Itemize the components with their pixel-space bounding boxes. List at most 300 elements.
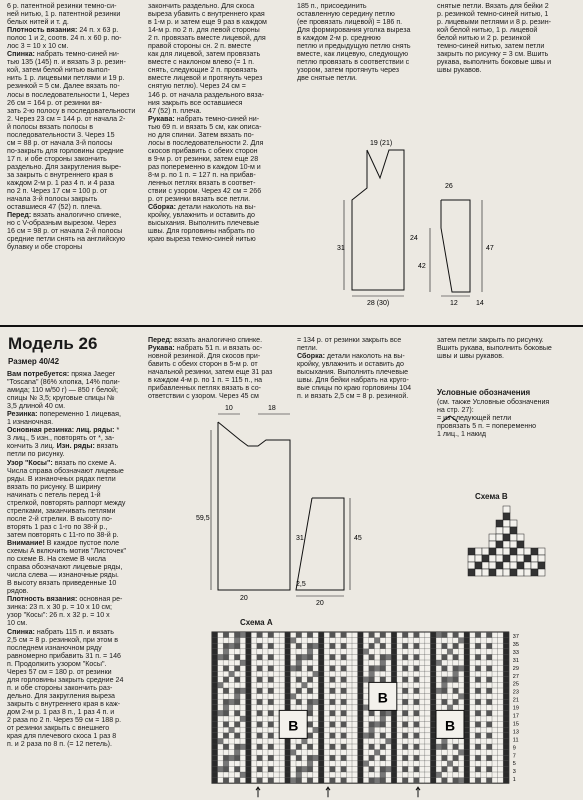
scheme-a-cell xyxy=(475,733,481,739)
scheme-b-cell xyxy=(524,562,531,569)
scheme-b-cell xyxy=(489,562,496,569)
text-line: = 134 р. от резинки закрыть все xyxy=(297,336,402,344)
scheme-a-cell xyxy=(464,744,470,750)
scheme-a-cell xyxy=(285,688,291,694)
scheme-a-cell xyxy=(475,722,481,728)
text-line: дом 2-м р. 1 раз 8 п., 1 раз 4 п. и xyxy=(7,707,115,716)
up-arrow-icon xyxy=(256,787,260,797)
scheme-b-cell xyxy=(524,569,531,576)
scheme-a-cell xyxy=(296,677,302,683)
text-line: начала 3-й полосы закрыть xyxy=(7,195,98,204)
scheme-a-cell xyxy=(358,761,364,767)
scheme-a-cell xyxy=(402,755,408,761)
scheme-a-cell xyxy=(503,710,509,716)
scheme-a-cell xyxy=(330,744,336,750)
scheme-a-cell xyxy=(212,705,218,711)
scheme-b-cell xyxy=(510,569,517,576)
scheme-a-cell xyxy=(296,778,302,784)
text-line: высыхания. Выполнить плечевые xyxy=(148,219,260,228)
scheme-b-cell xyxy=(510,562,517,569)
scheme-a-cell xyxy=(229,671,235,677)
scheme-a-cell xyxy=(464,694,470,700)
scheme-a-cell xyxy=(436,688,442,694)
scheme-a-row-label: 1 xyxy=(512,777,516,784)
scheme-a-cell xyxy=(285,694,291,700)
scheme-b-title: Схема В xyxy=(475,492,508,501)
scheme-a-cell xyxy=(369,671,375,677)
scheme-a-cell xyxy=(430,750,436,756)
text-line: швы рукавов. xyxy=(437,66,482,75)
scheme-a-cell xyxy=(234,778,240,784)
scheme-a-cell xyxy=(307,733,313,739)
text-line: кончить 3 лиц. Изн. ряды: вязать xyxy=(7,442,119,451)
scheme-a-cell xyxy=(296,766,302,772)
scheme-a-cell xyxy=(453,755,459,761)
scheme-a-cell xyxy=(223,643,229,649)
scheme-a-cell xyxy=(296,632,302,638)
scheme-a-cell xyxy=(391,738,397,744)
scheme-a-cell xyxy=(330,688,336,694)
scheme-a-cell xyxy=(246,638,252,644)
scheme-a-cell xyxy=(464,750,470,756)
scheme-a-cell xyxy=(223,649,229,655)
scheme-a-cell xyxy=(223,755,229,761)
scheme-a-cell xyxy=(503,755,509,761)
scheme-b-cell xyxy=(482,569,489,576)
scheme-b-cell xyxy=(496,527,503,534)
scheme-a-row-label: 13 xyxy=(512,729,519,736)
scheme-a-cell xyxy=(212,727,218,733)
scheme-a-cell xyxy=(358,666,364,672)
scheme-a-cell xyxy=(212,643,218,649)
scheme-a-cell xyxy=(402,654,408,660)
scheme-a-cell xyxy=(341,766,347,772)
text-line: швы. Для бейки набрать на круго- xyxy=(297,376,409,385)
scheme-a-cell xyxy=(464,666,470,672)
scheme-a-cell xyxy=(212,778,218,784)
scheme-a-cell xyxy=(486,722,492,728)
scheme-a-cell xyxy=(212,755,218,761)
text-line: п. Продолжить узором "Косы". xyxy=(7,659,107,668)
text-line: от резинки закрыть с внешнего xyxy=(7,724,110,733)
scheme-a-cell xyxy=(391,671,397,677)
scheme-b-cell xyxy=(517,562,524,569)
scheme-a-cell xyxy=(358,660,364,666)
scheme-a-cell xyxy=(313,671,319,677)
scheme-a-cell xyxy=(363,761,369,767)
scheme-a-cell xyxy=(369,710,375,716)
scheme-a-cell xyxy=(285,772,291,778)
scheme-a-cell xyxy=(414,666,420,672)
scheme-b-cell xyxy=(517,541,524,548)
scheme-a-cell xyxy=(402,766,408,772)
scheme-a-cell xyxy=(218,738,224,744)
scheme-a-cell xyxy=(475,755,481,761)
scheme-a-cell xyxy=(391,677,397,683)
scheme-a-cell xyxy=(464,755,470,761)
scheme-a-cell xyxy=(290,778,296,784)
scheme-a-cell xyxy=(369,666,375,672)
text-line: петли по рисунку. xyxy=(7,450,65,459)
text-line: Сборка: детали наколоть на вы- xyxy=(297,352,405,361)
scheme-a-cell xyxy=(341,688,347,694)
scheme-a-cell xyxy=(475,699,481,705)
scheme-a-cell xyxy=(447,705,453,711)
model-body-outline xyxy=(218,422,290,590)
text-line: 2,5 см = 8 р. резинкой, при этом в xyxy=(7,635,118,644)
up-arrow-icon xyxy=(416,787,420,797)
scheme-a-cell xyxy=(391,761,397,767)
scheme-a-cell xyxy=(218,766,224,772)
text-line: петли. xyxy=(297,344,318,353)
scheme-a-cell xyxy=(246,660,252,666)
scheme-b-cell xyxy=(496,534,503,541)
scheme-a-cell xyxy=(380,643,386,649)
text-line: швы и швы рукавов. xyxy=(437,352,504,361)
scheme-a-cell xyxy=(268,778,274,784)
text-line: по 2 п. Через 17 см = 100 р. от xyxy=(7,187,108,196)
scheme-a-cell xyxy=(268,688,274,694)
scheme-a-cell xyxy=(442,699,448,705)
scheme-b-cell xyxy=(503,555,510,562)
scheme-b-cell xyxy=(531,548,538,555)
scheme-a-motif-letter: В xyxy=(445,717,456,734)
scheme-b-cell xyxy=(475,548,482,555)
scheme-a-cell xyxy=(212,649,218,655)
scheme-a-cell xyxy=(330,733,336,739)
scheme-a-cell xyxy=(391,750,397,756)
scheme-a-cell xyxy=(414,733,420,739)
scheme-a-cell xyxy=(229,755,235,761)
scheme-a-cell xyxy=(374,722,380,728)
text-line: см = 88 р. от начала 3-й полосы xyxy=(7,138,113,147)
scheme-a-cell xyxy=(442,654,448,660)
scheme-a-cell xyxy=(285,649,291,655)
scheme-a-cell xyxy=(285,750,291,756)
scheme-a-cell xyxy=(212,682,218,688)
scheme-a-cell xyxy=(430,772,436,778)
text-line: оставленную середину петлю xyxy=(297,10,395,19)
scheme-a-cell xyxy=(380,772,386,778)
scheme-b-cell xyxy=(475,562,482,569)
scheme-a-cell xyxy=(234,766,240,772)
model-label-f: 45 xyxy=(354,535,362,542)
model-sleeve-outline xyxy=(296,498,344,590)
scheme-a-cell xyxy=(212,733,218,739)
text-line: но с V-образным вырезом. Через xyxy=(7,219,117,228)
scheme-a-cell xyxy=(391,722,397,728)
text-line: Плотность вязания: 24 п. х 63 р. xyxy=(7,26,119,35)
text-line: Через 57 см = 180 р. от резинки xyxy=(7,667,112,676)
scheme-a-cell xyxy=(464,682,470,688)
scheme-a-row-label: 25 xyxy=(512,681,519,688)
text-line: рядов. xyxy=(7,587,29,596)
scheme-a-cell xyxy=(358,778,364,784)
text-line: (см. также Условные обозначения xyxy=(437,398,550,406)
text-line: закончить раздельно. Для скоса xyxy=(148,2,255,10)
text-line: Спинка: набрать 115 п. и вязать xyxy=(7,627,114,636)
scheme-a-cell xyxy=(464,766,470,772)
scheme-a-cell xyxy=(290,638,296,644)
scheme-a-cell xyxy=(503,766,509,772)
scheme-a-cell xyxy=(503,682,509,688)
scheme-a-cell xyxy=(330,643,336,649)
scheme-a-cell xyxy=(486,643,492,649)
scheme-b-cell xyxy=(503,562,510,569)
scheme-a-cell xyxy=(380,716,386,722)
scheme-a-cell xyxy=(430,699,436,705)
scheme-b-cell xyxy=(538,555,545,562)
scheme-a-cell xyxy=(475,632,481,638)
scheme-a-cell xyxy=(436,744,442,750)
scheme-b-cell xyxy=(496,520,503,527)
scheme-a-cell xyxy=(218,654,224,660)
legend-title: Условные обозначения xyxy=(437,388,531,397)
scheme-a-cell xyxy=(341,677,347,683)
scheme-a-cell xyxy=(223,778,229,784)
scheme-a-cell xyxy=(212,666,218,672)
scheme-a-cell xyxy=(212,671,218,677)
scheme-a-cell xyxy=(503,778,509,784)
scheme-a-cell xyxy=(257,699,263,705)
scheme-a-cell xyxy=(363,677,369,683)
text-line: вые спицы по краю горловины 104 xyxy=(297,384,412,393)
scheme-a-cell xyxy=(464,638,470,644)
scheme-a-cell xyxy=(402,677,408,683)
scheme-a-cell xyxy=(318,778,324,784)
scheme-a-cell xyxy=(358,671,364,677)
text-line: тью 135 (145) п. и вязать 3 р. резин- xyxy=(7,58,126,67)
scheme-a-cell xyxy=(391,660,397,666)
scheme-a-cell xyxy=(223,722,229,728)
scheme-b-cell xyxy=(503,548,510,555)
scheme-a-cell xyxy=(358,738,364,744)
scheme-a-cell xyxy=(369,632,375,638)
scheme-a-cell xyxy=(380,722,386,728)
scheme-a-cell xyxy=(318,716,324,722)
scheme-a-cell xyxy=(374,778,380,784)
scheme-a-cell xyxy=(234,722,240,728)
scheme-a-cell xyxy=(234,654,240,660)
scheme-a-cell xyxy=(358,638,364,644)
scheme-a-cell xyxy=(212,750,218,756)
text-line: резинкой = 5 см. Далее вязать по- xyxy=(7,82,120,91)
text-line: снятую петлю). Через 24 см = xyxy=(148,82,246,91)
scheme-a-cell xyxy=(246,649,252,655)
scheme-a-cell xyxy=(234,744,240,750)
scheme-a-cell xyxy=(358,682,364,688)
scheme-a-cell xyxy=(246,705,252,711)
text-line: края для плечевого скоса 1 раз 8 xyxy=(7,732,117,741)
scheme-b-cell xyxy=(524,548,531,555)
text-line: 47 (52) п. плеча. xyxy=(148,106,202,115)
text-line: раз попеременно в каждом 10-м и xyxy=(148,162,261,171)
scheme-a-cell xyxy=(268,654,274,660)
scheme-a-cell xyxy=(285,671,291,677)
text-line: каждом 2-м р. 1 раз 4 п. и 4 раза xyxy=(7,179,115,188)
scheme-a-cell xyxy=(414,722,420,728)
scheme-a-cell xyxy=(374,638,380,644)
scheme-a-cell xyxy=(223,744,229,750)
scheme-a-cell xyxy=(246,710,252,716)
scheme-a-cell xyxy=(318,660,324,666)
scheme-a-cell xyxy=(234,699,240,705)
scheme-a-cell xyxy=(296,688,302,694)
scheme-a-cell xyxy=(257,722,263,728)
scheme-a-cell xyxy=(296,654,302,660)
scheme-a-motif-letter: В xyxy=(288,717,299,734)
scheme-a-cell xyxy=(246,733,252,739)
scheme-a-cell xyxy=(503,649,509,655)
scheme-a-cell xyxy=(464,688,470,694)
scheme-a-cell xyxy=(486,666,492,672)
text-line: кой, затем белой нитью выпол- xyxy=(7,66,110,75)
scheme-a-cell xyxy=(464,677,470,683)
scheme-a-cell xyxy=(369,722,375,728)
scheme-a-cell xyxy=(486,654,492,660)
scheme-a-cell xyxy=(430,705,436,711)
top-label-b: 31 xyxy=(337,245,345,252)
scheme-a-cell xyxy=(318,744,324,750)
scheme-a-cell xyxy=(486,688,492,694)
scheme-a-cell xyxy=(363,649,369,655)
scheme-a-cell xyxy=(475,666,481,672)
text-line: бавить с обеих сторон в 5-м р. от xyxy=(148,360,258,369)
scheme-a-cell xyxy=(458,778,464,784)
scheme-a-row-label: 5 xyxy=(512,761,516,768)
scheme-a-cell xyxy=(234,666,240,672)
scheme-a-cell xyxy=(402,699,408,705)
scheme-a-cell xyxy=(246,755,252,761)
text-line: в каждом 4-м р. по 1 п. = 115 п., на xyxy=(148,376,263,385)
scheme-a-cell xyxy=(503,722,509,728)
top-label-d: 28 (30) xyxy=(367,300,390,307)
scheme-a-cell xyxy=(391,654,397,660)
top-label-g: 47 xyxy=(486,245,494,252)
scheme-a-cell xyxy=(302,738,308,744)
scheme-b-cell xyxy=(496,541,503,548)
scheme-a-cell xyxy=(380,654,386,660)
scheme-a-cell xyxy=(430,744,436,750)
scheme-a-cell xyxy=(358,649,364,655)
scheme-a-cell xyxy=(503,750,509,756)
scheme-a-cell xyxy=(414,710,420,716)
scheme-a-cell xyxy=(268,722,274,728)
scheme-a-cell xyxy=(503,699,509,705)
scheme-a-cell xyxy=(307,699,313,705)
scheme-a-cell xyxy=(391,755,397,761)
scheme-a-cell xyxy=(212,654,218,660)
scheme-a-cell xyxy=(341,643,347,649)
scheme-a-cell xyxy=(358,643,364,649)
scheme-a-cell xyxy=(503,761,509,767)
scheme-a-cell xyxy=(369,766,375,772)
scheme-a-cell xyxy=(212,716,218,722)
scheme-a-motif-letter: В xyxy=(377,689,388,706)
scheme-a-cell xyxy=(285,654,291,660)
scheme-b-cell xyxy=(496,555,503,562)
up-arrow-icon xyxy=(326,787,330,797)
text-line: в 1-м р. и затем еще 9 раз в каждом xyxy=(148,18,267,27)
text-line: Для формирования уголка выреза xyxy=(297,26,411,35)
scheme-a-cell xyxy=(453,699,459,705)
text-line: "Toscana" (86% хлопка, 14% поли- xyxy=(7,378,120,387)
scheme-a-cell xyxy=(402,733,408,739)
scheme-a-cell xyxy=(318,682,324,688)
text-line: булавку и обе стороны xyxy=(7,243,83,252)
model-size: Размер 40/42 xyxy=(8,357,60,366)
scheme-b-cell xyxy=(468,548,475,555)
scheme-a-cell xyxy=(475,744,481,750)
text-line: лос 3 = 10 х 10 см. xyxy=(7,42,69,51)
scheme-a-cell xyxy=(246,666,252,672)
text-line: зинка: 23 п. х 30 р. = 10 х 10 см; xyxy=(7,603,112,612)
text-line: = из следующей петли xyxy=(437,414,512,423)
scheme-a-cell xyxy=(430,694,436,700)
text-line: 8-м р. по 1 п. = 127 п. на прибав- xyxy=(148,170,256,179)
scheme-a-cell xyxy=(475,710,481,716)
scheme-a-cell xyxy=(391,666,397,672)
scheme-a-cell xyxy=(453,643,459,649)
scheme-a-cell xyxy=(257,632,263,638)
scheme-a-cell xyxy=(402,744,408,750)
scheme-a-cell xyxy=(442,666,448,672)
scheme-a-cell xyxy=(414,632,420,638)
scheme-a-cell xyxy=(442,688,448,694)
scheme-a-cell xyxy=(285,643,291,649)
scheme-a-cell xyxy=(268,744,274,750)
scheme-b-cell xyxy=(510,527,517,534)
scheme-a-cell xyxy=(369,654,375,660)
scheme-a-cell xyxy=(212,694,218,700)
scheme-a-cell xyxy=(391,649,397,655)
text-line: провязать 5 п. = попеременно xyxy=(437,422,537,431)
scheme-a-cell xyxy=(285,705,291,711)
model-label-a: 10 xyxy=(225,405,233,412)
scheme-a-row-label: 31 xyxy=(512,657,519,664)
scheme-b-grid xyxy=(460,504,560,594)
text-line: две снятые петли. xyxy=(297,74,358,83)
text-line: швы. Для горловины набрать по xyxy=(148,227,255,236)
scheme-a-cell xyxy=(464,632,470,638)
scheme-a-cell xyxy=(430,727,436,733)
scheme-b-cell xyxy=(517,534,524,541)
scheme-a-cell xyxy=(503,677,509,683)
scheme-a-cell xyxy=(246,654,252,660)
scheme-a-cell xyxy=(212,677,218,683)
scheme-a-cell xyxy=(380,710,386,716)
scheme-a-cell xyxy=(447,677,453,683)
scheme-b-cell xyxy=(468,562,475,569)
text-line: средние петли снять на английскую xyxy=(7,235,125,244)
scheme-a-cell xyxy=(442,766,448,772)
model-label-c: 59,5 xyxy=(196,515,210,522)
scheme-a-cell xyxy=(341,755,347,761)
text-line: затем петли закрыть по рисунку. xyxy=(437,336,544,344)
scheme-a-cell xyxy=(464,733,470,739)
text-line: Резинка: попеременно 1 лицевая, xyxy=(7,410,121,419)
text-line: нить 1 р. лицевыми петлями и 19 р. xyxy=(7,74,125,83)
text-line: в каждом 2-м р. среднюю xyxy=(297,34,381,43)
scheme-a-cell xyxy=(363,705,369,711)
scheme-a-cell xyxy=(234,750,240,756)
scheme-a-cell xyxy=(212,744,218,750)
scheme-a-cell xyxy=(268,632,274,638)
text-line: за закрыть с внутреннего края в xyxy=(7,170,114,179)
scheme-a-cell xyxy=(318,733,324,739)
scheme-a-cell xyxy=(447,761,453,767)
scheme-a-row-label: 15 xyxy=(512,721,519,728)
